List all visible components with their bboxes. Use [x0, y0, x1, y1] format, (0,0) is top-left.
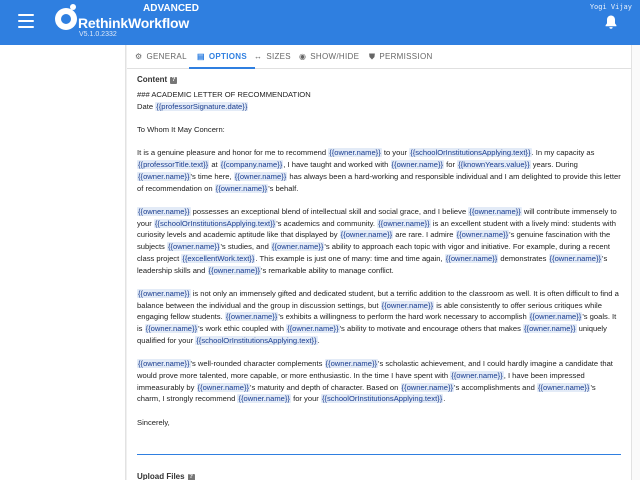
shield-icon: ⛊: [369, 52, 376, 61]
text-run: to your: [381, 148, 410, 158]
date-line: [137, 101, 621, 113]
text-run: demonstrates: [498, 253, 549, 263]
upload-files-text: Upload Files: [137, 472, 185, 480]
tab-permission-label: PERMISSION: [379, 52, 433, 61]
content-editor[interactable]: [137, 89, 621, 455]
placeholder-token: {{owner.name}}: [287, 324, 339, 333]
tab-sizes[interactable]: [254, 45, 291, 69]
placeholder-token: {{owner.name}}: [445, 253, 498, 263]
text-run: 's remarkable ability to manage conflict.: [261, 265, 394, 275]
text-run: possesses an exceptional blend of intellectual skill and social grace, and I believe: [190, 206, 469, 216]
placeholder-token: {{owner.name}}: [238, 394, 290, 404]
brand-name: RethinkWorkflow: [78, 15, 190, 31]
text-run: for your: [290, 394, 321, 404]
placeholder-token: {{owner.name}}: [197, 382, 250, 392]
placeholder-token: {{schoolOrInstitutionsApplying.text}}: [410, 148, 531, 158]
text-run: 's maturity and depth of character. Based on: [250, 382, 401, 392]
placeholder-token: {{schoolOrInstitutionsApplying.text}}: [196, 335, 317, 345]
menu-icon[interactable]: [18, 14, 34, 28]
text-run: 's work ethic coupled with: [198, 324, 287, 333]
placeholder-token: {{owner.name}}: [138, 359, 190, 369]
placeholder-token: {{owner.name}}: [329, 148, 381, 158]
closing: [137, 417, 621, 429]
eye-icon: ◉: [299, 52, 307, 61]
placeholder-token: {{owner.name}}: [381, 300, 434, 310]
placeholder-token: {{owner.name}}: [524, 324, 576, 333]
tab-options[interactable]: [189, 45, 255, 69]
placeholder-token: {{owner.name}}: [340, 230, 393, 240]
gear-icon: ⚙: [135, 52, 143, 61]
placeholder-token: {{owner.name}}: [208, 265, 261, 275]
content-label: [137, 75, 177, 84]
placeholder-token: {{knownYears.value}}: [458, 160, 530, 170]
placeholder-token: {{professorTitle.text}}: [138, 160, 209, 170]
text-run: 's ability to motivate and encourage others that makes: [339, 324, 523, 333]
bell-icon[interactable]: [604, 14, 618, 30]
tab-general[interactable]: [135, 45, 187, 69]
placeholder-token: {{owner.name}}: [167, 242, 220, 252]
text-run: has always been a hard-working and responsible individual and I am delighted to provide this letter of recommendation on: [137, 171, 621, 193]
closing-text: Sincerely,: [137, 417, 170, 427]
placeholder-token: {{owner.name}}: [138, 206, 190, 216]
user-name: Yogi Vijay: [589, 3, 632, 11]
placeholder-token: {{owner.name}}: [325, 359, 378, 369]
placeholder-token: {{owner.name}}: [378, 218, 430, 228]
placeholder-token: {{professorSignature.date}}: [156, 101, 248, 111]
placeholder-token: {{owner.name}}: [215, 183, 268, 193]
placeholder-token: {{owner.name}}: [138, 171, 190, 181]
text-run: . This example is just one of many: time and time again,: [255, 253, 445, 263]
placeholder-token: {{owner.name}}: [469, 206, 521, 216]
text-run: . In my capacity as: [531, 148, 595, 158]
text-run: .: [443, 394, 446, 404]
text-run: is not only an immensely gifted and dedicated student, but a terrific addition to the classroom as well. It is often difficult to find a balance between the individual and the group in discussion settings, but: [137, 288, 619, 310]
text-run: 's scholastic achievement, and I could hardly imagine a candidate that would prove more talented, more capable, or more enthusiastic. In the time I have spent with: [137, 359, 613, 380]
text-run: 's behalf.: [268, 183, 299, 193]
text-run: are rare. I admire: [393, 230, 456, 240]
text-run: .: [317, 335, 320, 345]
placeholder-token: {{owner.name}}: [234, 171, 287, 181]
placeholder-token: {{owner.name}}: [391, 160, 444, 170]
text-run: for: [444, 160, 458, 170]
text-run: 's exhibits a willingness to perform the hard work necessary to accomplish: [278, 312, 529, 322]
placeholder-token: {{owner.name}}: [451, 370, 503, 380]
placeholder-token: {{owner.name}}: [456, 230, 509, 240]
text-run: will contribute immensely to your: [137, 206, 617, 228]
paragraph-1: [137, 147, 621, 194]
text-run: years. During: [530, 160, 578, 170]
text-run: at: [209, 160, 220, 170]
date-label: Date: [137, 101, 156, 111]
brand-edition: ADVANCED: [143, 3, 199, 14]
document-icon: ▤: [197, 52, 205, 61]
placeholder-token: {{company.name}}: [220, 160, 283, 170]
right-panel: [631, 45, 640, 480]
tab-show-hide[interactable]: [299, 45, 359, 69]
left-panel: [0, 45, 126, 480]
placeholder-token: {{owner.name}}: [401, 382, 454, 392]
text-run: 's goals. It is: [137, 312, 617, 333]
arrows-icon: ↔: [254, 52, 263, 61]
text-run: is an excellent student with a lively mind: students with curiosity levels and academic aptitude like that displayed by: [137, 218, 616, 240]
tab-permission[interactable]: [369, 45, 433, 69]
logo-dot: [70, 4, 76, 10]
text-run: 's leadership skills and: [137, 253, 608, 275]
placeholder-token: {{owner.name}}: [549, 253, 602, 263]
placeholder-token: {{schoolOrInstitutionsApplying.text}}: [321, 394, 443, 404]
placeholder-token: {{owner.name}}: [537, 382, 590, 392]
property-tabs: [127, 45, 631, 69]
help-icon[interactable]: ?: [189, 474, 193, 480]
text-run: 's studies, and: [220, 242, 271, 252]
text-run: 's academics and community.: [276, 218, 378, 228]
greeting: [137, 124, 621, 136]
title-text: ### ACADEMIC LETTER OF RECOMMENDATION: [137, 90, 311, 99]
app-version: V5.1.0.2332: [79, 31, 117, 38]
tab-show-hide-label: SHOW/HIDE: [310, 52, 360, 61]
content-label-text: Content: [137, 75, 168, 84]
help-icon[interactable]: ?: [171, 77, 176, 83]
tab-sizes-label: SIZES: [266, 52, 291, 61]
top-app-bar: [0, 0, 640, 45]
paragraph-4: [137, 358, 621, 405]
letter-title: [137, 89, 621, 101]
text-run: , I have taught and worked with: [283, 160, 391, 170]
placeholder-token: {{owner.name}}: [271, 242, 324, 252]
paragraph-2: [137, 206, 621, 276]
placeholder-token: {{excellentWork.text}}: [182, 253, 255, 263]
text-run: It is a genuine pleasure and honor for me to recommend: [137, 148, 329, 158]
placeholder-token: {{owner.name}}: [138, 288, 190, 298]
tab-options-label: OPTIONS: [208, 52, 247, 61]
logo-icon: [55, 8, 77, 30]
upload-files-label: [137, 472, 195, 480]
placeholder-token: {{owner.name}}: [529, 312, 582, 322]
text-run: 's genuine fascination with the subjects: [137, 230, 611, 252]
text-run: 's time here,: [190, 171, 234, 181]
paragraph-3: [137, 288, 621, 347]
text-run: , I have been impressed immeasurably by: [137, 370, 585, 392]
properties-panel: [127, 45, 631, 480]
text-run: 's ability to approach each topic with vigor and initiative. For example, during a recent class project: [137, 242, 610, 263]
text-run: is able consistently to offer serious critiques while engaging fellow students.: [137, 300, 602, 322]
text-run: 's charm, I strongly recommend: [137, 382, 596, 404]
text-run: 's well-rounded character complements: [190, 359, 325, 369]
placeholder-token: {{schoolOrInstitutionsApplying.text}}: [154, 218, 276, 228]
tab-general-label: GENERAL: [146, 52, 187, 61]
greeting-text: To Whom It May Concern:: [137, 125, 225, 135]
placeholder-token: {{owner.name}}: [145, 324, 198, 333]
placeholder-token: {{owner.name}}: [225, 312, 278, 322]
text-run: uniquely qualified for your: [137, 324, 607, 345]
text-run: 's accomplishments and: [454, 382, 537, 392]
